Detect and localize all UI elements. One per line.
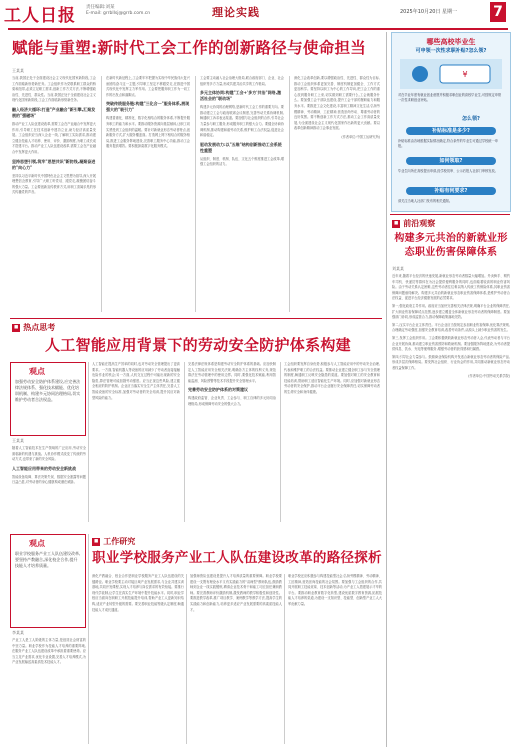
lead-headline: 赋能与重塑:新时代工会工作的创新路径与使命担当 [12, 39, 367, 57]
ad-title: 哪些高校毕业生 [426, 38, 476, 46]
editor-info [86, 5, 156, 17]
frontier-note: (作者单位:中国劳动关系学院) [468, 373, 510, 378]
svg-text:¥: ¥ [462, 70, 468, 79]
work-byline: 李某某 [12, 630, 24, 635]
paragraph: 近年来,随着平台经济的快速发展,新就业形态劳动者数量大幅增加。外卖骑手、网约车司机、快递员等群体在为社会提供便利服务的同时,也面临着较高的职业伤害风险。由于劳动关系认定困难,这些劳动者往往难以纳入传统工伤保险体系,其职业伤害保障问题亟待解决。构建多元共治的新就业形态职业伤害保障体系,是维护劳动者合法权益、促进平台经济健康发展的必然要求。 [392, 274, 510, 301]
ad-text-3: 毕业生向所在高校提出申请,经学校初审、公示后报人社部门审核发放。 [398, 169, 498, 173]
work-col-1 [12, 638, 86, 666]
tag-marker-icon: ■ [394, 220, 399, 226]
lead-note: (作者单位:中国工运研究所) [341, 134, 380, 139]
graduate-illustration-icon [400, 59, 502, 89]
lead-subhead-5: 驱动发展动力:以"五维"结构创新推动工会系统性重塑 [200, 141, 282, 153]
lead-subhead-4: 多元主体协同:构建"工会+'多方'共治"网络,激活社会的"联动场" [200, 90, 282, 102]
paragraph: 从组织、制度、机制、队伍、文化五个维度推进工会改革,增强工会组织的活力。 [200, 156, 284, 167]
column-divider [184, 362, 185, 522]
column-divider [88, 534, 89, 744]
hot-col-4 [284, 362, 380, 396]
employment-subsidy-ad [391, 32, 511, 212]
email-line: E-mail: grrbllsj@grrb.com.cn [86, 11, 151, 16]
column-divider [88, 362, 89, 522]
right-column-divider [386, 32, 387, 747]
paragraph: 构建多元协同的治理网络,是新时代工会工作的重要方向。要推动建立工会与政府联席会议制度,完善劳动关系协调机制,畅通职工诉求表达渠道。要加强与社会组织的合作,引导社会力量参与职工服务,形成服务职工的强大合力。要健全协商协调机制,推动构建和谐劳动关系,维护职工合法权益,促进社会和谐稳定。 [200, 105, 284, 138]
ad-illustration [400, 59, 502, 89]
frontier-tag-label: 前沿观察 [403, 219, 436, 228]
viewpoint-box [10, 362, 86, 436]
tag-marker-icon: ■ [94, 538, 99, 544]
section-rule [10, 318, 382, 319]
lead-col-2 [106, 76, 190, 150]
lead-subhead-2: 坚持思想引领,筑牢"思想共识"新防线,凝聚奋进的"向心力" [12, 158, 96, 170]
hot-subhead-2: 完善劳动安全防护体系的对策建议 [188, 387, 248, 393]
lead-col-1 [12, 76, 96, 196]
viewpoint-label: 观点 [29, 367, 45, 376]
paragraph: 当前,我国正处于全面建设社会主义现代化国家新阶段,工会工作面临新形势新任务。工会组织作为党联系职工群众的桥梁和纽带,必须立足职工需求,创新工作方式方法,不断增强政治性、先进性、群众性。当前,我国正处于全面建设社会主义现代化国家新阶段,工会工作面临新形势新任务。 [12, 76, 96, 103]
lead-col-4 [294, 76, 380, 141]
hot-subhead-1: 人工智能应用带来的劳动安全新挑战 [12, 465, 76, 471]
viewpoint2-label: 观点 [29, 539, 45, 548]
column-divider [280, 362, 281, 522]
paragraph: 第三,发挥工会组织作用。工会要积极吸收新就业形态劳动者入会,代表劳动者与平台企业开展协商,推动建立职业伤害预防和救助机制。要加强服务阵地建设,为劳动者提供休息、饮水、充电等便利服务,增强劳动者的获得感和归属感。 [392, 335, 510, 352]
paragraph: 产业工人是工人阶级的主体力量,是创造社会财富的中坚力量。职业学校作为技能人才培养的重要阵地,在服务产业工人队伍建设改革中承担着重要使命。应当立足产业需求,优化专业设置,完善人才培养模式,为产业发展输送高素质技术技能人才。 [12, 638, 86, 665]
column-divider [186, 574, 187, 744]
column-divider [284, 574, 285, 744]
issue-date: 2025年10月20日 星期一 [400, 9, 458, 15]
work-col-3 [190, 574, 282, 613]
work-headline: 职业学校服务产业工人队伍建设改革的路径探析 [92, 550, 382, 566]
viewpoint2-box [10, 534, 86, 628]
paragraph: 推动产业工人队伍建设改革,需要工会在产业融合中发挥更大作用,引导职工在技术创新中建功立业,助力经济高质量发展。工会组织应当深入企业一线,了解职工实际需求,推动建立健全技能人才培养、使用、评价、激励制度,为职工成长成才搭建平台。推动产业工人队伍建设改革,需要工会在产业融合中发挥更大作用。 [12, 121, 96, 154]
hot-tag [12, 322, 55, 333]
ad-pill-standard: 补贴标准是多少? [406, 127, 496, 135]
tag-marker-icon: ■ [14, 324, 19, 330]
frontier-tag [392, 218, 435, 229]
ad-pill-requirement: 补贴有何要求? [406, 187, 496, 195]
paragraph: 第四,引导社会力量参与。鼓励商业保险机构开发适合新就业形态劳动者的保险产品,形成多层次保障格局。要发挥社会组织、行业协会的作用,共同推动新就业形态劳动者权益保障工作。 [392, 354, 510, 370]
lead-subhead-3: 突破传统服务链:构建"三化合一"服务体系,展现强大的"吸引力" [106, 101, 190, 113]
hot-col-3 [188, 362, 276, 408]
ad-how: 怎么领? [462, 116, 480, 122]
section-title: 理论实践 [212, 6, 260, 19]
lead-subhead-1: 融入经济大循环:打造"产业融合"新引擎,汇聚发展的"强磁场" [12, 106, 96, 118]
column-divider [289, 76, 290, 312]
paragraph: 随着人工智能技术在生产领域的广泛应用,劳动安全面临新的机遇与挑战。人机协作模式改变了传统的劳动方式,也带来了新的安全风险。 [12, 446, 86, 462]
work-tag-label: 工作研究 [103, 537, 136, 546]
editor-line: 责任编辑:刘某 [86, 5, 115, 10]
lead-byline: 王某某 [12, 68, 24, 73]
viewpoint2-text: 职业学校服务产业工人队伍建设改革,要坚持产教融合,深化校企合作,提升技能人才培养质量。 [15, 551, 81, 568]
paragraph: 构建政府监管、企业负责、工会参与、职工自律的多元协同治理格局,形成保障劳动安全的强大合力。 [188, 396, 276, 406]
paragraph: 构建普惠化、精准化、数字化相结合的服务体系,不断提升服务职工的能力和水平。要推动服务资源向基层倾斜,让职工切实感受到工会组织的温暖。要针对新就业形态劳动者特点,创新服务方式,扩大服务覆盖面。打造网上网下相结合的服务格局,推进工会服务阵地建设,完善职工服务中心功能,推动工会服务提质增效。要积极探索数字化服务模式。 [106, 116, 190, 149]
work-col-4 [288, 574, 382, 608]
paragraph: 职业学校还应积极参与构建技能型社会,弘扬劳模精神、劳动精神、工匠精神,营造崇尚技能的社会氛围。要加强与工会组织的合作,共同开展职工技能竞赛、技术创新等活动,为产业工人搭建展示才华的平台。要推动职业教育数字化转型,建设优质数字教育资源,拓展技能人才培养的渠道,为建设一支知识型、技能型、创新型产业工人大军贡献力量。 [288, 574, 382, 606]
paragraph: 工会要主动融入社会治理大格局,联合政府部门、企业、社会组织等多方力量,形成共建共治共享的工作格局。 [200, 76, 284, 86]
paragraph: 深化工会改革创新,要以增强政治性、先进性、群众性为目标,推动工会组织体系更加完善、制度机制更加健全、工作方式更加科学。要坚持以职工为中心的工作导向,把工会工作的重心放到服务职工上来,切实做到职工需要什么,工会就服务什么。要加强工会干部队伍建设,提升工会干部的履职能力和服务水平。要推进工会文化建设,丰富职工精神文化生活,弘扬劳模精神、劳动精神、工匠精神,营造崇尚劳动、尊重劳动者的良好氛围。要不断创新工作方式方法,推动工会工作高质量发展,为全面建设社会主义现代化国家作出新的更大贡献。要以改革创新精神推动工会事业发展。 [294, 76, 380, 131]
work-tag [92, 536, 135, 547]
column-divider [195, 76, 196, 312]
ad-text-4: 请关注当地人社部门发布的相关通知。 [398, 199, 453, 203]
column-divider [101, 76, 102, 312]
paragraph: 深化产教融合、校企合作是职业学校服务产业工人队伍建设的关键路径。职业学校要主动对接区域产业发展需求,与企业共建实训基地,共同开发课程,实现人才培养与岗位需求的有效衔接。要推行现代学徒制,让学生在真实生产环境中提升技能水平。同时,职业学校应当面向在职职工开展技能提升培训,帮助产业工人更新知识结构,适应产业转型升级的需要。要完善职业技能等级认定制度,畅通技能人才成长通道。 [92, 574, 184, 612]
ad-pill-apply: 如何领取? [406, 157, 496, 165]
lead-body [12, 76, 384, 316]
work-col-2 [92, 574, 184, 613]
lead-col-3 [200, 76, 284, 168]
viewpoint-text: 加强劳动安全防护体系建设,应完善法律法规体系、强化技术赋能、优化培训机制、构建多元协同治理格局,切实维护劳动者合法权益。 [15, 379, 81, 402]
ad-text-2: 补贴标准由各地根据实际情况确定,符合条件的毕业生可通过学校统一申报。 [398, 139, 498, 148]
paragraph: 第一,强化政府主导作用。政府应当加快完善相关法律法规,明确平台企业的保障责任,扩大职业伤害保障试点范围,逐步建立覆盖全体新就业形态劳动者的保障制度。要加强部门协同,形成监管合力,推动保障政策落地见效。 [392, 303, 510, 320]
hot-col-1 [12, 446, 86, 486]
ad-text-1: 对在毕业年度有就业创业意愿并积极求职创业的高校毕业生,可按规定申领一次性求职创业补贴。 [398, 93, 502, 102]
paragraph: 在新时代新征程上,工会要牢牢把握为实现中华民族伟大复兴而团结奋斗这一主题,引导职工坚定不移跟党走,在推进中国式现代化中发挥主力军作用。工会要把服务职工作为一切工作的出发点和落脚点。 [106, 76, 190, 97]
ad-question: 可申领一次性求职补贴?怎么领? [415, 48, 487, 54]
frontier-body [392, 274, 510, 379]
page-number: 7 [490, 2, 506, 22]
hot-headline: 人工智能应用背景下的劳动安全防护体系构建 [44, 336, 351, 354]
frontier-byline: 刘某某 [392, 266, 404, 271]
paragraph: 完善法律法规体系是构建劳动安全防护体系的基础。应加快制定人工智能应用安全相关法规,明确各方主体的权利义务,规范算法在劳动管理中的使用边界。同时,要强化技术赋能,利用智能监测、风险预警等技术手段提升安全管理水平。 [188, 362, 276, 383]
paragraph: 坚持以习近平新时代中国特色社会主义思想为指导,深入开展理想信念教育,引导广大职工听党话、跟党走,凝聚团结奋斗的强大力量。工会要创新宣传教育方式,用职工喜闻乐见的形式传播党的声音。 [12, 173, 96, 195]
frontier-headline: 构建多元共治的新就业形态职业伤害保障体系 [394, 233, 508, 258]
paragraph: 人工智能在提高生产效率的同时,也对劳动安全管理提出了更高要求。一方面,智能机器人等设备的应用减少了劳动者直接接触危险作业的机会;另一方面,人机交互过程中可能出现新的安全隐患,算法管理可能加剧劳动强度。应当正视这些风险,建立健全相应的防护机制。企业应当落实安全生产主体责任,完善人工智能设备的安全标准,加强对劳动者的安全培训,提升其应对新型风险的能力。 [92, 362, 180, 400]
paragraph: 工会组织要发挥自身优势,积极参与人工智能应用中的劳动安全治理,代表和维护职工的合法权益。要推动企业建立健全职工参与安全管理的制度,畅通职工反映安全隐患的渠道。要加强对职工的安全教育和技能培训,帮助职工适应智能化生产环境。同时,应加强对新就业形态劳动者的安全保护,推动平台企业履行安全保障责任,切实保障劳动者的生命安全和身体健康。 [284, 362, 380, 394]
paragraph: 智能设备故障、算法决策失误、数据安全泄露等问题日益凸显,对劳动者的身心健康构成潜在威胁。 [12, 474, 86, 485]
hot-tag-label: 热点思考 [23, 323, 56, 332]
hot-col-2 [92, 362, 180, 401]
hot-byline: 王某某 [12, 438, 24, 443]
section-rule [390, 214, 510, 215]
paragraph: 第二,压实平台企业主体责任。平台企业应当按规定参加职业伤害保障,优化算法规则,合理确定劳动强度,加强安全教育培训,改善劳动条件,从源头上减少职业伤害的发生。 [392, 322, 510, 333]
paragraph: 加强师资队伍建设是提升人才培养质量的重要保障。职业学校要建设一支既有理论水平又有实践能力的"双师型"教师队伍,鼓励教师到企业一线实践锻炼,聘请企业技术骨干和能工巧匠担任兼职教师。要完善教师评价激励机制,激发教师的教学积极性和创造性。要推进教学改革,推广项目教学、案例教学等教学方法,提高学生的实践能力和创新能力,培养更多适应产业发展需要的高素质技能人才。 [190, 574, 282, 612]
newspaper-logo: 工人日报 [4, 6, 76, 26]
